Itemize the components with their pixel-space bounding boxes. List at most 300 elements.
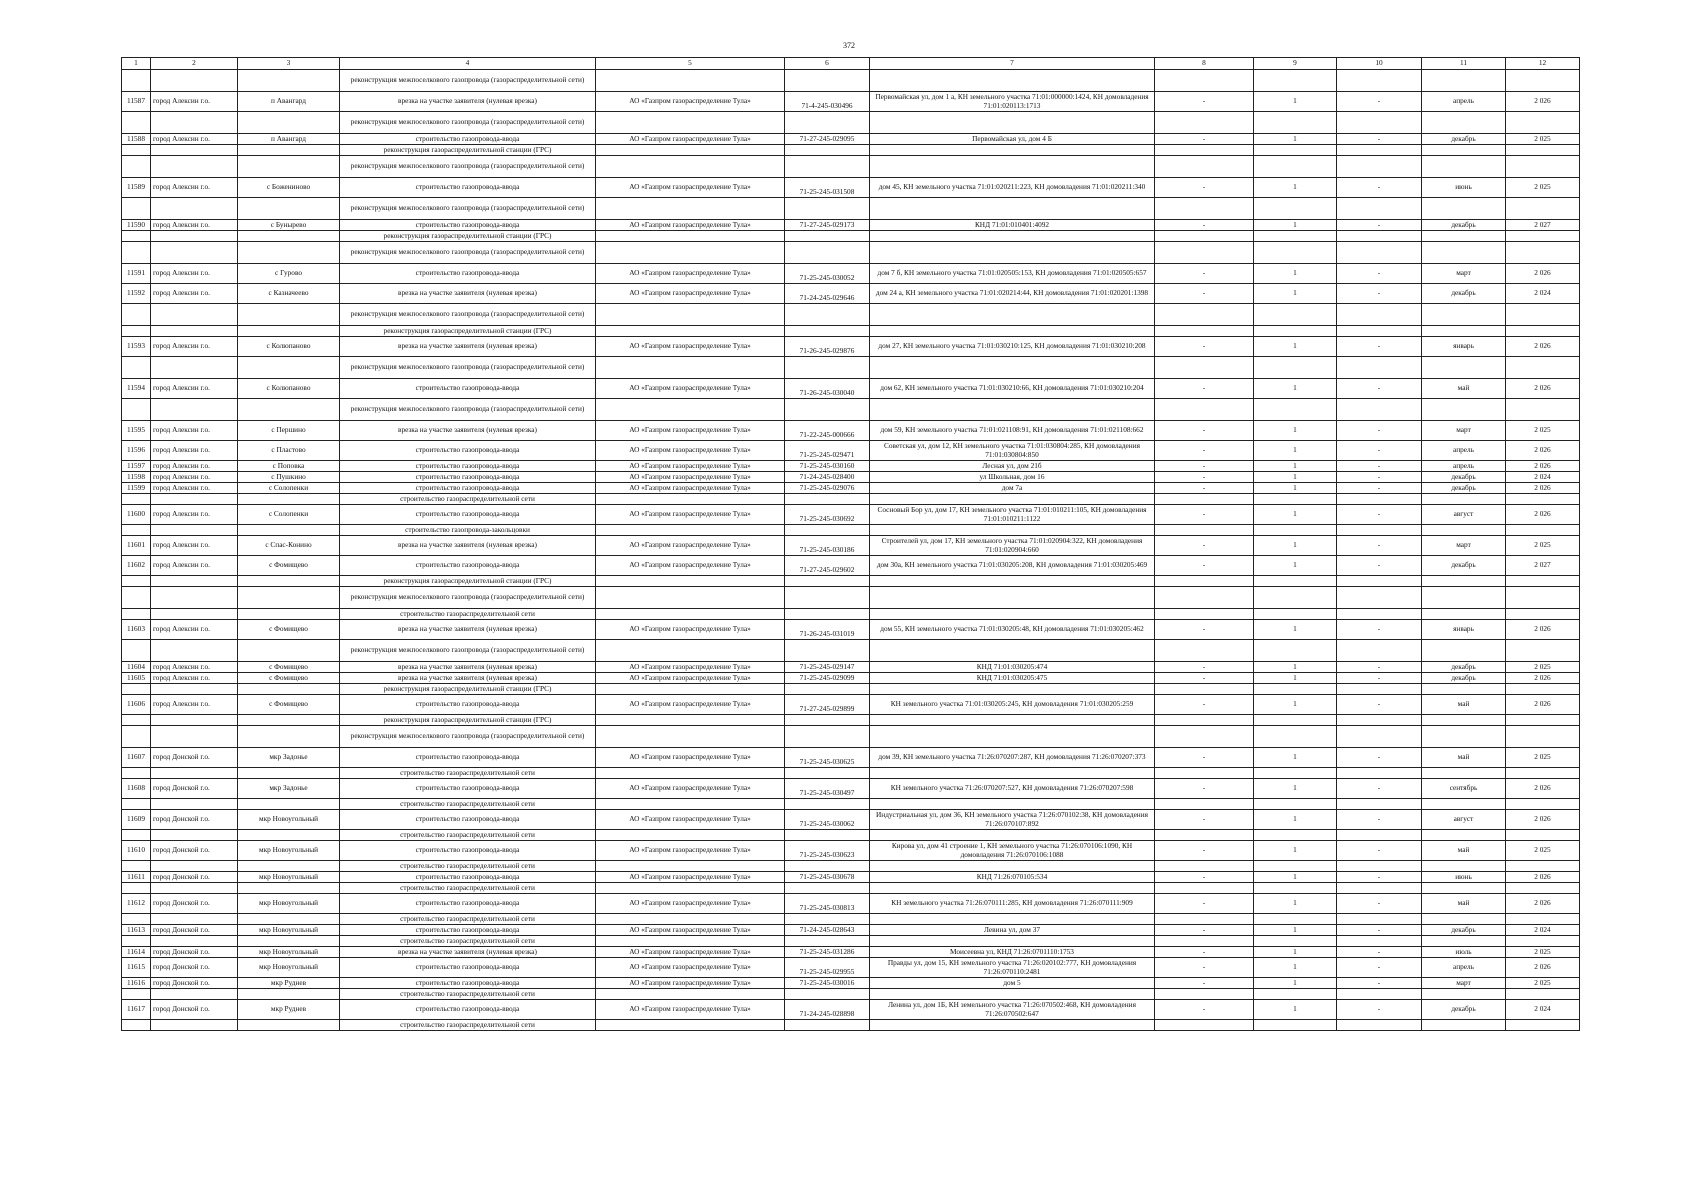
cell-col-12: 2 027 <box>1506 220 1580 231</box>
cell-col-4: реконструкция межпоселкового газопровода (газораспределительной сети) <box>340 357 596 379</box>
cell-col-11 <box>1422 726 1506 748</box>
page-number: 372 <box>843 41 855 50</box>
cell-col-3 <box>238 1020 340 1031</box>
cell-col-10: - <box>1337 536 1422 556</box>
cell-col-1 <box>122 145 151 156</box>
cell-col-10: - <box>1337 841 1422 861</box>
cell-col-9: 1 <box>1254 134 1337 145</box>
cell-col-1 <box>122 112 151 134</box>
cell-col-6: 71-25-245-029076 <box>785 483 870 494</box>
cell-col-9: 1 <box>1254 673 1337 684</box>
cell-col-10 <box>1337 1020 1422 1031</box>
cell-col-5 <box>596 640 785 662</box>
cell-col-9: 1 <box>1254 379 1337 399</box>
cell-col-9 <box>1254 357 1337 379</box>
cell-col-5 <box>596 768 785 779</box>
cell-col-12 <box>1506 684 1580 695</box>
cell-col-8: - <box>1155 134 1254 145</box>
cell-col-3: с Солопенки <box>238 483 340 494</box>
cell-col-11 <box>1422 304 1506 326</box>
cell-col-11: март <box>1422 421 1506 441</box>
table-row <box>122 556 1580 576</box>
cell-col-3 <box>238 715 340 726</box>
cell-col-3 <box>238 156 340 178</box>
cell-col-4: строительство газопровода-закольцовки <box>340 525 596 536</box>
cell-col-9: 1 <box>1254 536 1337 556</box>
cell-col-11 <box>1422 768 1506 779</box>
cell-col-10 <box>1337 726 1422 748</box>
cell-col-5: АО «Газпром газораспределение Тула» <box>596 1000 785 1020</box>
table-subrow <box>122 883 1580 894</box>
cell-col-12: 2 024 <box>1506 284 1580 304</box>
cell-col-12 <box>1506 726 1580 748</box>
cell-col-10 <box>1337 715 1422 726</box>
cell-col-7: Первомайская ул, дом 4 Б <box>870 134 1155 145</box>
cell-col-1 <box>122 861 151 872</box>
cell-col-1: 11605 <box>122 673 151 684</box>
cell-col-8: - <box>1155 620 1254 640</box>
cell-col-12 <box>1506 112 1580 134</box>
cell-col-9: 1 <box>1254 841 1337 861</box>
cell-col-4: врезка на участке заявителя (нулевая врезка) <box>340 673 596 684</box>
cell-col-2 <box>151 156 238 178</box>
cell-col-11 <box>1422 576 1506 587</box>
table-subrow <box>122 726 1580 748</box>
cell-col-5 <box>596 609 785 620</box>
cell-col-9 <box>1254 726 1337 748</box>
cell-col-7 <box>870 525 1155 536</box>
cell-col-11 <box>1422 914 1506 925</box>
cell-col-7: Советская ул, дом 12, КН земельного участка 71:01:030804:285, КН домовладения 71:01:030804:850 <box>870 441 1155 461</box>
cell-col-7: Моисеевна ул, КНД 71:26:0701110:1753 <box>870 947 1155 958</box>
cell-col-6: 71-25-245-030016 <box>785 978 870 989</box>
cell-col-5: АО «Газпром газораспределение Тула» <box>596 441 785 461</box>
cell-col-7: дом 55, КН земельного участка 71:01:030205:48, КН домовладения 71:01:030205:462 <box>870 620 1155 640</box>
cell-col-4: строительство газопровода-ввода <box>340 134 596 145</box>
cell-col-10 <box>1337 198 1422 220</box>
cell-col-9 <box>1254 576 1337 587</box>
cell-col-7: дом 5 <box>870 978 1155 989</box>
cell-col-1 <box>122 799 151 810</box>
cell-col-4: реконструкция газораспределительной станции (ГРС) <box>340 576 596 587</box>
cell-col-3: с Пушкино <box>238 472 340 483</box>
cell-col-8: - <box>1155 505 1254 525</box>
cell-col-2: город Алексин г.о. <box>151 441 238 461</box>
cell-col-8 <box>1155 726 1254 748</box>
cell-col-4: строительство газопровода-ввода <box>340 978 596 989</box>
cell-col-4: строительство газораспределительной сети <box>340 914 596 925</box>
cell-col-11 <box>1422 112 1506 134</box>
cell-col-7: КН земельного участка 71:26:070111:285, КН домовладения 71:26:070111:909 <box>870 894 1155 914</box>
cell-col-4: реконструкция межпоселкового газопровода (газораспределительной сети) <box>340 112 596 134</box>
cell-col-3: с Фомищево <box>238 556 340 576</box>
cell-col-6 <box>785 156 870 178</box>
cell-col-12 <box>1506 494 1580 505</box>
cell-col-1: 11588 <box>122 134 151 145</box>
cell-col-11: июнь <box>1422 872 1506 883</box>
cell-col-9: 1 <box>1254 556 1337 576</box>
cell-col-5: АО «Газпром газораспределение Тула» <box>596 662 785 673</box>
cell-col-10: - <box>1337 441 1422 461</box>
cell-col-4: врезка на участке заявителя (нулевая врезка) <box>340 620 596 640</box>
cell-col-5: АО «Газпром газораспределение Тула» <box>596 620 785 640</box>
cell-col-11 <box>1422 799 1506 810</box>
cell-col-11 <box>1422 1020 1506 1031</box>
cell-col-5: АО «Газпром газораспределение Тула» <box>596 779 785 799</box>
cell-col-8: - <box>1155 779 1254 799</box>
cell-col-7 <box>870 768 1155 779</box>
cell-col-4: врезка на участке заявителя (нулевая врезка) <box>340 947 596 958</box>
cell-col-10: - <box>1337 379 1422 399</box>
column-header-4: 4 <box>340 58 596 70</box>
cell-col-12: 2 026 <box>1506 92 1580 112</box>
cell-col-7: КНД 71:01:010401:4092 <box>870 220 1155 231</box>
cell-col-2 <box>151 242 238 264</box>
cell-col-3: с Фомищево <box>238 673 340 684</box>
cell-col-1: 11601 <box>122 536 151 556</box>
cell-col-2 <box>151 609 238 620</box>
cell-col-1 <box>122 525 151 536</box>
cell-col-1 <box>122 609 151 620</box>
cell-col-5: АО «Газпром газораспределение Тула» <box>596 872 785 883</box>
cell-col-3: с Фомищево <box>238 620 340 640</box>
table-row <box>122 662 1580 673</box>
cell-col-7: дом 24 а, КН земельного участка 71:01:020214:44, КН домовладения 71:01:020201:1398 <box>870 284 1155 304</box>
cell-col-4: строительство газопровода-ввода <box>340 925 596 936</box>
table-subrow <box>122 525 1580 536</box>
cell-col-3: с Солопенки <box>238 505 340 525</box>
cell-col-3: с Колюпаново <box>238 379 340 399</box>
table-row <box>122 841 1580 861</box>
cell-col-6 <box>785 231 870 242</box>
cell-col-6: 71-25-245-030813 <box>785 894 870 914</box>
cell-col-3: мкр Новоугольный <box>238 925 340 936</box>
cell-col-10: - <box>1337 620 1422 640</box>
cell-col-3: п Авангард <box>238 92 340 112</box>
cell-col-6 <box>785 768 870 779</box>
cell-col-8: - <box>1155 421 1254 441</box>
cell-col-5 <box>596 242 785 264</box>
cell-col-5: АО «Газпром газораспределение Тула» <box>596 178 785 198</box>
cell-col-11 <box>1422 494 1506 505</box>
cell-col-2: город Донской г.о. <box>151 1000 238 1020</box>
cell-col-12 <box>1506 304 1580 326</box>
cell-col-2: город Донской г.о. <box>151 779 238 799</box>
cell-col-9 <box>1254 609 1337 620</box>
cell-col-8: - <box>1155 894 1254 914</box>
cell-col-5 <box>596 989 785 1000</box>
cell-col-2 <box>151 830 238 841</box>
cell-col-12: 2 026 <box>1506 461 1580 472</box>
cell-col-2 <box>151 684 238 695</box>
cell-col-12: 2 026 <box>1506 958 1580 978</box>
cell-col-10: - <box>1337 1000 1422 1020</box>
cell-col-4: строительство газопровода-ввода <box>340 379 596 399</box>
cell-col-5 <box>596 799 785 810</box>
table-subrow <box>122 914 1580 925</box>
cell-col-8: - <box>1155 264 1254 284</box>
cell-col-10 <box>1337 914 1422 925</box>
cell-col-10: - <box>1337 461 1422 472</box>
table-subrow <box>122 799 1580 810</box>
table-row <box>122 1000 1580 1020</box>
cell-col-12 <box>1506 357 1580 379</box>
cell-col-10 <box>1337 357 1422 379</box>
cell-col-12 <box>1506 576 1580 587</box>
cell-col-7: дом 7 б, КН земельного участка 71:01:020505:153, КН домовладения 71:01:020505:657 <box>870 264 1155 284</box>
table-subrow <box>122 242 1580 264</box>
cell-col-4: строительство газораспределительной сети <box>340 494 596 505</box>
cell-col-7 <box>870 936 1155 947</box>
cell-col-1 <box>122 242 151 264</box>
cell-col-7: дом 45, КН земельного участка 71:01:020211:223, КН домовладения 71:01:020211:340 <box>870 178 1155 198</box>
cell-col-6: 71-25-245-030623 <box>785 841 870 861</box>
cell-col-6 <box>785 936 870 947</box>
cell-col-5 <box>596 112 785 134</box>
cell-col-9: 1 <box>1254 695 1337 715</box>
cell-col-6 <box>785 576 870 587</box>
cell-col-4: врезка на участке заявителя (нулевая врезка) <box>340 337 596 357</box>
cell-col-7 <box>870 861 1155 872</box>
cell-col-2: город Алексин г.о. <box>151 461 238 472</box>
table-row <box>122 810 1580 830</box>
cell-col-7 <box>870 989 1155 1000</box>
cell-col-2 <box>151 1020 238 1031</box>
cell-col-9: 1 <box>1254 947 1337 958</box>
cell-col-3 <box>238 640 340 662</box>
cell-col-1 <box>122 587 151 609</box>
cell-col-8 <box>1155 799 1254 810</box>
cell-col-2 <box>151 112 238 134</box>
cell-col-6: 71-4-245-030496 <box>785 92 870 112</box>
table-row <box>122 337 1580 357</box>
cell-col-8 <box>1155 242 1254 264</box>
cell-col-10 <box>1337 799 1422 810</box>
cell-col-3: мкр Руднев <box>238 1000 340 1020</box>
table-subrow <box>122 861 1580 872</box>
cell-col-1 <box>122 357 151 379</box>
cell-col-10 <box>1337 684 1422 695</box>
cell-col-9 <box>1254 768 1337 779</box>
table-row <box>122 264 1580 284</box>
cell-col-2: город Алексин г.о. <box>151 92 238 112</box>
cell-col-4: строительство газопровода-ввода <box>340 220 596 231</box>
cell-col-6 <box>785 242 870 264</box>
cell-col-6 <box>785 914 870 925</box>
cell-col-5: АО «Газпром газораспределение Тула» <box>596 284 785 304</box>
cell-col-7 <box>870 304 1155 326</box>
cell-col-6 <box>785 198 870 220</box>
cell-col-11 <box>1422 684 1506 695</box>
cell-col-6: 71-25-245-031286 <box>785 947 870 958</box>
cell-col-2: город Алексин г.о. <box>151 505 238 525</box>
cell-col-9: 1 <box>1254 958 1337 978</box>
cell-col-9: 1 <box>1254 178 1337 198</box>
cell-col-10 <box>1337 936 1422 947</box>
cell-col-3 <box>238 198 340 220</box>
cell-col-12 <box>1506 768 1580 779</box>
cell-col-12: 2 025 <box>1506 134 1580 145</box>
cell-col-4: строительство газопровода-ввода <box>340 779 596 799</box>
table-subrow <box>122 156 1580 178</box>
cell-col-1: 11597 <box>122 461 151 472</box>
cell-col-10 <box>1337 145 1422 156</box>
cell-col-3: мкр Новоугольный <box>238 958 340 978</box>
table-row <box>122 536 1580 556</box>
cell-col-1: 11602 <box>122 556 151 576</box>
cell-col-10 <box>1337 587 1422 609</box>
cell-col-11 <box>1422 399 1506 421</box>
cell-col-6: 71-25-245-030052 <box>785 264 870 284</box>
cell-col-4: строительство газопровода-ввода <box>340 441 596 461</box>
cell-col-5 <box>596 357 785 379</box>
cell-col-5: АО «Газпром газораспределение Тула» <box>596 220 785 231</box>
cell-col-1 <box>122 726 151 748</box>
cell-col-8 <box>1155 830 1254 841</box>
cell-col-3 <box>238 587 340 609</box>
cell-col-3 <box>238 326 340 337</box>
cell-col-7: КНД 71:01:030205:474 <box>870 662 1155 673</box>
cell-col-12 <box>1506 715 1580 726</box>
cell-col-10: - <box>1337 810 1422 830</box>
cell-col-1: 11593 <box>122 337 151 357</box>
cell-col-2: город Алексин г.о. <box>151 620 238 640</box>
cell-col-1 <box>122 576 151 587</box>
cell-col-4: строительство газораспределительной сети <box>340 861 596 872</box>
table-subrow <box>122 640 1580 662</box>
cell-col-10: - <box>1337 264 1422 284</box>
cell-col-3 <box>238 576 340 587</box>
cell-col-9 <box>1254 231 1337 242</box>
cell-col-6: 71-24-245-028400 <box>785 472 870 483</box>
column-header-5: 5 <box>596 58 785 70</box>
gasification-table <box>121 57 1580 1031</box>
cell-col-1 <box>122 989 151 1000</box>
column-header-6: 6 <box>785 58 870 70</box>
cell-col-1: 11616 <box>122 978 151 989</box>
cell-col-11 <box>1422 242 1506 264</box>
cell-col-3: с Поповка <box>238 461 340 472</box>
cell-col-1 <box>122 914 151 925</box>
cell-col-7 <box>870 914 1155 925</box>
cell-col-2: город Алексин г.о. <box>151 483 238 494</box>
cell-col-6 <box>785 145 870 156</box>
cell-col-8 <box>1155 640 1254 662</box>
cell-col-6: 71-27-245-029602 <box>785 556 870 576</box>
cell-col-12 <box>1506 156 1580 178</box>
cell-col-3 <box>238 861 340 872</box>
table-row <box>122 379 1580 399</box>
cell-col-6: 71-26-245-030040 <box>785 379 870 399</box>
cell-col-9: 1 <box>1254 894 1337 914</box>
cell-col-8: - <box>1155 441 1254 461</box>
cell-col-12: 2 025 <box>1506 662 1580 673</box>
cell-col-8: - <box>1155 483 1254 494</box>
cell-col-2 <box>151 799 238 810</box>
table-subrow <box>122 304 1580 326</box>
cell-col-3: с Казначеево <box>238 284 340 304</box>
cell-col-12 <box>1506 587 1580 609</box>
cell-col-11 <box>1422 145 1506 156</box>
cell-col-7: Кирова ул, дом 41 строение 1, КН земельного участка 71:26:070106:1090, КН домовладения 71:26:070106:1088 <box>870 841 1155 861</box>
cell-col-7 <box>870 799 1155 810</box>
cell-col-6 <box>785 304 870 326</box>
cell-col-7 <box>870 715 1155 726</box>
column-header-10: 10 <box>1337 58 1422 70</box>
cell-col-7: дом 30а, КН земельного участка 71:01:030205:208, КН домовладения 71:01:030205:469 <box>870 556 1155 576</box>
cell-col-10: - <box>1337 505 1422 525</box>
cell-col-10 <box>1337 494 1422 505</box>
cell-col-5: АО «Газпром газораспределение Тула» <box>596 748 785 768</box>
cell-col-8: - <box>1155 220 1254 231</box>
cell-col-9: 1 <box>1254 264 1337 284</box>
cell-col-11: декабрь <box>1422 662 1506 673</box>
cell-col-9 <box>1254 715 1337 726</box>
cell-col-3 <box>238 357 340 379</box>
cell-col-12: 2 026 <box>1506 379 1580 399</box>
cell-col-9: 1 <box>1254 978 1337 989</box>
cell-col-6: 71-25-245-030678 <box>785 872 870 883</box>
cell-col-11: декабрь <box>1422 284 1506 304</box>
cell-col-7 <box>870 326 1155 337</box>
cell-col-6 <box>785 684 870 695</box>
cell-col-10 <box>1337 525 1422 536</box>
cell-col-9 <box>1254 198 1337 220</box>
cell-col-12 <box>1506 883 1580 894</box>
cell-col-5: АО «Газпром газораспределение Тула» <box>596 505 785 525</box>
cell-col-5: АО «Газпром газораспределение Тула» <box>596 472 785 483</box>
column-header-9: 9 <box>1254 58 1337 70</box>
cell-col-8 <box>1155 326 1254 337</box>
cell-col-10 <box>1337 242 1422 264</box>
cell-col-10 <box>1337 304 1422 326</box>
cell-col-4: строительство газопровода-ввода <box>340 1000 596 1020</box>
table-subrow <box>122 198 1580 220</box>
cell-col-3: с Фомищево <box>238 662 340 673</box>
cell-col-5 <box>596 399 785 421</box>
cell-col-2: город Алексин г.о. <box>151 556 238 576</box>
cell-col-5: АО «Газпром газораспределение Тула» <box>596 841 785 861</box>
cell-col-3: мкр Руднев <box>238 978 340 989</box>
cell-col-3 <box>238 936 340 947</box>
cell-col-8: - <box>1155 284 1254 304</box>
cell-col-12 <box>1506 640 1580 662</box>
cell-col-1 <box>122 936 151 947</box>
cell-col-11 <box>1422 70 1506 92</box>
cell-col-6: 71-27-245-029173 <box>785 220 870 231</box>
cell-col-3 <box>238 70 340 92</box>
cell-col-12 <box>1506 861 1580 872</box>
table-row <box>122 441 1580 461</box>
cell-col-2 <box>151 587 238 609</box>
cell-col-10: - <box>1337 92 1422 112</box>
cell-col-7: дом 62, КН земельного участка 71:01:030210:66, КН домовладения 71:01:030210:204 <box>870 379 1155 399</box>
cell-col-4: врезка на участке заявителя (нулевая врезка) <box>340 92 596 112</box>
cell-col-3 <box>238 231 340 242</box>
cell-col-8: - <box>1155 925 1254 936</box>
cell-col-1: 11611 <box>122 872 151 883</box>
cell-col-1: 11613 <box>122 925 151 936</box>
cell-col-11: апрель <box>1422 958 1506 978</box>
cell-col-11: июль <box>1422 947 1506 958</box>
table-row <box>122 134 1580 145</box>
column-header-12: 12 <box>1506 58 1580 70</box>
cell-col-11 <box>1422 231 1506 242</box>
cell-col-7: КНД 71:26:070105:534 <box>870 872 1155 883</box>
cell-col-12 <box>1506 830 1580 841</box>
cell-col-5: АО «Газпром газораспределение Тула» <box>596 421 785 441</box>
cell-col-11: декабрь <box>1422 1000 1506 1020</box>
